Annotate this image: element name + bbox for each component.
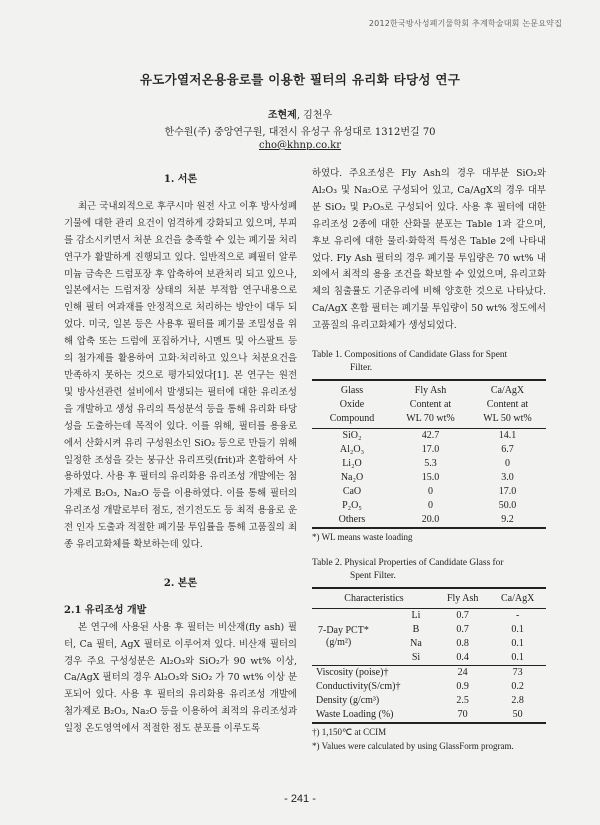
table-row xyxy=(312,457,546,471)
table1-caption-line1: Table 1. Compositions of Candidate Glass for Spent xyxy=(312,350,508,361)
results-paragraph: 하였다. 주요조성은 Fly Ash의 경우 대부분 SiO₂와 Al₂O₃ 및 Na₂O로 구성되어 있고, Ca/AgX의 경우 대부분 SiO₂ 및 P₂O₅로 구성되어 있다. 사용 후 필터에 대한 유리조성 2종에 대한 산화물 분포는 Table 1과 같으며, 후보 유리에 대한 물리·화학적 특성은 Table 2에 나타내었다. Fly Ash 필터의 경우 폐기물 투입량은 70 wt% 내외에서 최적의 용융 조건을 확보할 수 있었으며, 유리고화체의 침출률도 기준유리에 비해 양호한 것으로 나타났다. Ca/AgX 혼합 필터는 폐기물 투입량이 50 wt% 정도에서 고품질의 유리고화체가 생성되었다. xyxy=(312,168,546,332)
introduction-paragraph: 최근 국내외적으로 후쿠시마 원전 사고 이후 방사성폐기물에 대한 관리 요건이 엄격하게 강화되고 있으며, 부피를 감소시키면서 처분 요건을 충족할 수 있는 폐기물 처리 연구가 활발하게 진행되고 있다. 일반적으로 폐필터 알루미늄 금속은 드럼포장 후 압축하여 보관처리 되고 있으나, 일본에서는 드럼저장 상태의 처분 부적합 연구내용으로 인해 필터 여과재를 안정적으로 처리하는 방안이 대두 되었다. 미국, 일본 등은 사용후 필터를 폐기물 조밀성을 위해 압축 또는 드럼에 포집하거나, 시멘트 및 아스팔트 등의 첨가제를 활용하여 고화·처리하고 있으나 처분요건을 만족하지 못하는 것으로 평가되었다[1]. 본 연구는 원전 및 방사선관련 설비에서 발생되는 필터에 대한 유리조성을 개발하고 생성 유리의 특성분석 등을 통해 유리화 타당성을 도출하는데 목적이 있다. 이를 위해, 필터를 용융로에서 산화시켜 유리 구성원소인 SiO₂ 등으로 만들기 위해 일정한 조성을 갖는 붕규산 유리프릿(frit)과 혼합하여 사용하였다. 사용 후 필터의 유리화용 유리조성 개발에는 첨가제로 B₂O₃, Na₂O 등을 이용하였다. 이를 통해 필터의 유리조성 개발로부터 점도, 전기전도도 등 최적 용융로 운전 인자 도출과 적절한 폐기물 투입률을 통해 고품질의 최종 유리고화체를 확보하는데 있다. xyxy=(64,200,297,551)
table2-header-row xyxy=(312,588,546,609)
table-cell: Density (g/cm³) xyxy=(316,695,380,707)
table-cell: 9.2 xyxy=(501,514,514,526)
table-cell: Li₂O xyxy=(342,458,362,470)
table-cell: Al₂O₃ xyxy=(339,444,365,456)
paper-title: 유도가열저온용융로를 이용한 필터의 유리화 타당성 연구 xyxy=(139,72,461,87)
table2-caption-line2: Spent Filter. xyxy=(350,571,396,582)
subsection-heading-glass-composition: 2.1 유리조성 개발 xyxy=(64,604,147,616)
table1-compositions xyxy=(312,379,546,529)
table-cell: 0.1 xyxy=(511,638,524,650)
table-cell: 70 xyxy=(457,709,468,721)
table-cell: P₂O₅ xyxy=(342,500,362,512)
table-cell: B xyxy=(412,624,420,636)
table1-subheader-cell: WL 50 wt% xyxy=(469,412,546,429)
table-cell: 17.0 xyxy=(421,444,440,456)
table2-footnote-glassform: *) Values were calculated by using GlassForm program. xyxy=(312,741,514,752)
table-row xyxy=(312,609,546,624)
table2-properties xyxy=(312,587,546,724)
table-row xyxy=(312,471,546,485)
section-heading-main: 2. 본론 xyxy=(163,577,198,589)
left-column xyxy=(64,168,297,738)
table-cell: 0.1 xyxy=(511,624,524,636)
table2-caption xyxy=(312,557,546,583)
pct-label-cell xyxy=(312,609,396,666)
table-cell: 42.7 xyxy=(421,430,440,442)
table1-subheader-row xyxy=(312,398,546,412)
table-row xyxy=(312,443,546,457)
table1-subheader-cell: Content at xyxy=(409,399,452,411)
table2-header-cell: Fly Ash xyxy=(436,588,489,609)
table-row xyxy=(312,694,546,708)
table1-subheader-cell: Oxide xyxy=(339,399,365,411)
pct-unit: (g/m²) xyxy=(326,637,352,649)
table-cell: 24 xyxy=(436,666,489,681)
table-cell: Si xyxy=(411,652,421,664)
table-cell: 0.2 xyxy=(511,681,524,693)
table1-header-cell: Ca/AgX xyxy=(490,385,525,397)
table-cell: 3.0 xyxy=(501,472,514,484)
table-cell: 14.1 xyxy=(498,430,517,442)
main-author: 조현제 xyxy=(267,110,297,121)
table-cell: Viscosity (poise)† xyxy=(312,666,436,681)
table1-subheader-cell: Compound xyxy=(312,412,392,429)
table-cell: 17.0 xyxy=(498,486,517,498)
table-cell: 2.8 xyxy=(511,695,524,707)
table-cell: 0.8 xyxy=(456,638,469,650)
table1-header-cell: Glass xyxy=(340,385,364,397)
table-cell: - xyxy=(516,610,520,622)
table-row xyxy=(312,499,546,513)
table-cell: 0.1 xyxy=(511,652,524,664)
table-cell: 0 xyxy=(505,458,510,470)
table-cell: 0.7 xyxy=(456,610,469,622)
table-row xyxy=(312,485,546,499)
table-row xyxy=(312,429,546,444)
table-cell: 6.7 xyxy=(501,444,514,456)
table-cell: SiO₂ xyxy=(342,430,362,442)
table2-header-cell: Characteristics xyxy=(312,588,436,609)
table-cell: 15.0 xyxy=(421,472,440,484)
table-row xyxy=(312,666,546,681)
affiliation: 한수원(주) 중앙연구원, 대전시 유성구 유성대로 1312번길 70 xyxy=(164,127,436,138)
table1-subheader-cell: Content at xyxy=(486,399,529,411)
table-cell: 0.4 xyxy=(456,652,469,664)
author-separator: , xyxy=(296,110,304,121)
table2-footnote-temperature: †) 1,150℃ at CCIM xyxy=(312,727,387,738)
table-cell: Waste Loading (%) xyxy=(316,709,394,721)
table-cell: 50.0 xyxy=(498,500,517,512)
table-cell: 0 xyxy=(428,486,433,498)
co-author: 김천우 xyxy=(303,110,333,121)
table1-subheader-cell: WL 70 wt% xyxy=(392,412,469,429)
table-cell: CaO xyxy=(342,486,362,498)
table-cell: 73 xyxy=(489,666,546,681)
glass-composition-paragraph: 본 연구에 사용된 사용 후 필터는 비산재(fly ash) 필터, Ca 필터, AgX 필터로 이루어져 있다. 비산재 필터의 경우 주요 구성성분은 Al₂O₃와 SiO₂가 90 wt% 이상, Ca/AgX 필터의 경우 Al₂O₃와 SiO₂ 가 70 wt% 이상 분포되어 있다. 사용 후 필터의 유리화용 유리조성 개발에 첨가제로 B₂O₃, Na₂O 등을 이용하여 최적의 유리조성과 일정 온도영역에서 적절한 점도 분포를 이루도록 xyxy=(64,621,297,735)
table-cell: 0.7 xyxy=(456,624,469,636)
section-heading-introduction: 1. 서론 xyxy=(163,174,198,185)
table-row xyxy=(312,708,546,723)
table1-footnote: *) WL means waste loading xyxy=(312,532,413,543)
table-row xyxy=(312,680,546,694)
table1-header-row xyxy=(312,380,546,398)
table1-caption-line2: Filter. xyxy=(350,363,373,374)
table1-caption xyxy=(312,349,546,375)
table-cell: Na₂O xyxy=(340,472,364,484)
table1-header-cell: Fly Ash xyxy=(414,385,447,397)
table-cell: 2.5 xyxy=(456,695,469,707)
table-cell: Na xyxy=(410,638,422,650)
authors xyxy=(0,106,600,121)
table2-caption-line1: Table 2. Physical Properties of Candidate Glass for xyxy=(312,558,504,569)
right-column xyxy=(312,166,546,752)
table-cell: Others xyxy=(338,514,366,526)
table-cell: 20.0 xyxy=(421,514,440,526)
table1-subheader-row xyxy=(312,412,546,429)
table2-header-cell: Ca/AgX xyxy=(489,588,546,609)
pct-label: 7-Day PCT* xyxy=(318,625,369,637)
page-number: - 241 - xyxy=(284,793,316,805)
running-head: 2012한국방사성폐기물학회 추계학술대회 논문요약집 xyxy=(368,19,562,28)
email-link[interactable]: cho@khnp.co.kr xyxy=(258,140,342,151)
table-cell: 0 xyxy=(428,500,433,512)
table-cell: 0.9 xyxy=(456,681,469,693)
table-cell: 50 xyxy=(512,709,523,721)
table-cell: 5.3 xyxy=(424,458,437,470)
table-cell: Li xyxy=(411,610,421,622)
table-row xyxy=(312,513,546,528)
table-cell: Conductivity(S/cm)† xyxy=(316,681,401,693)
